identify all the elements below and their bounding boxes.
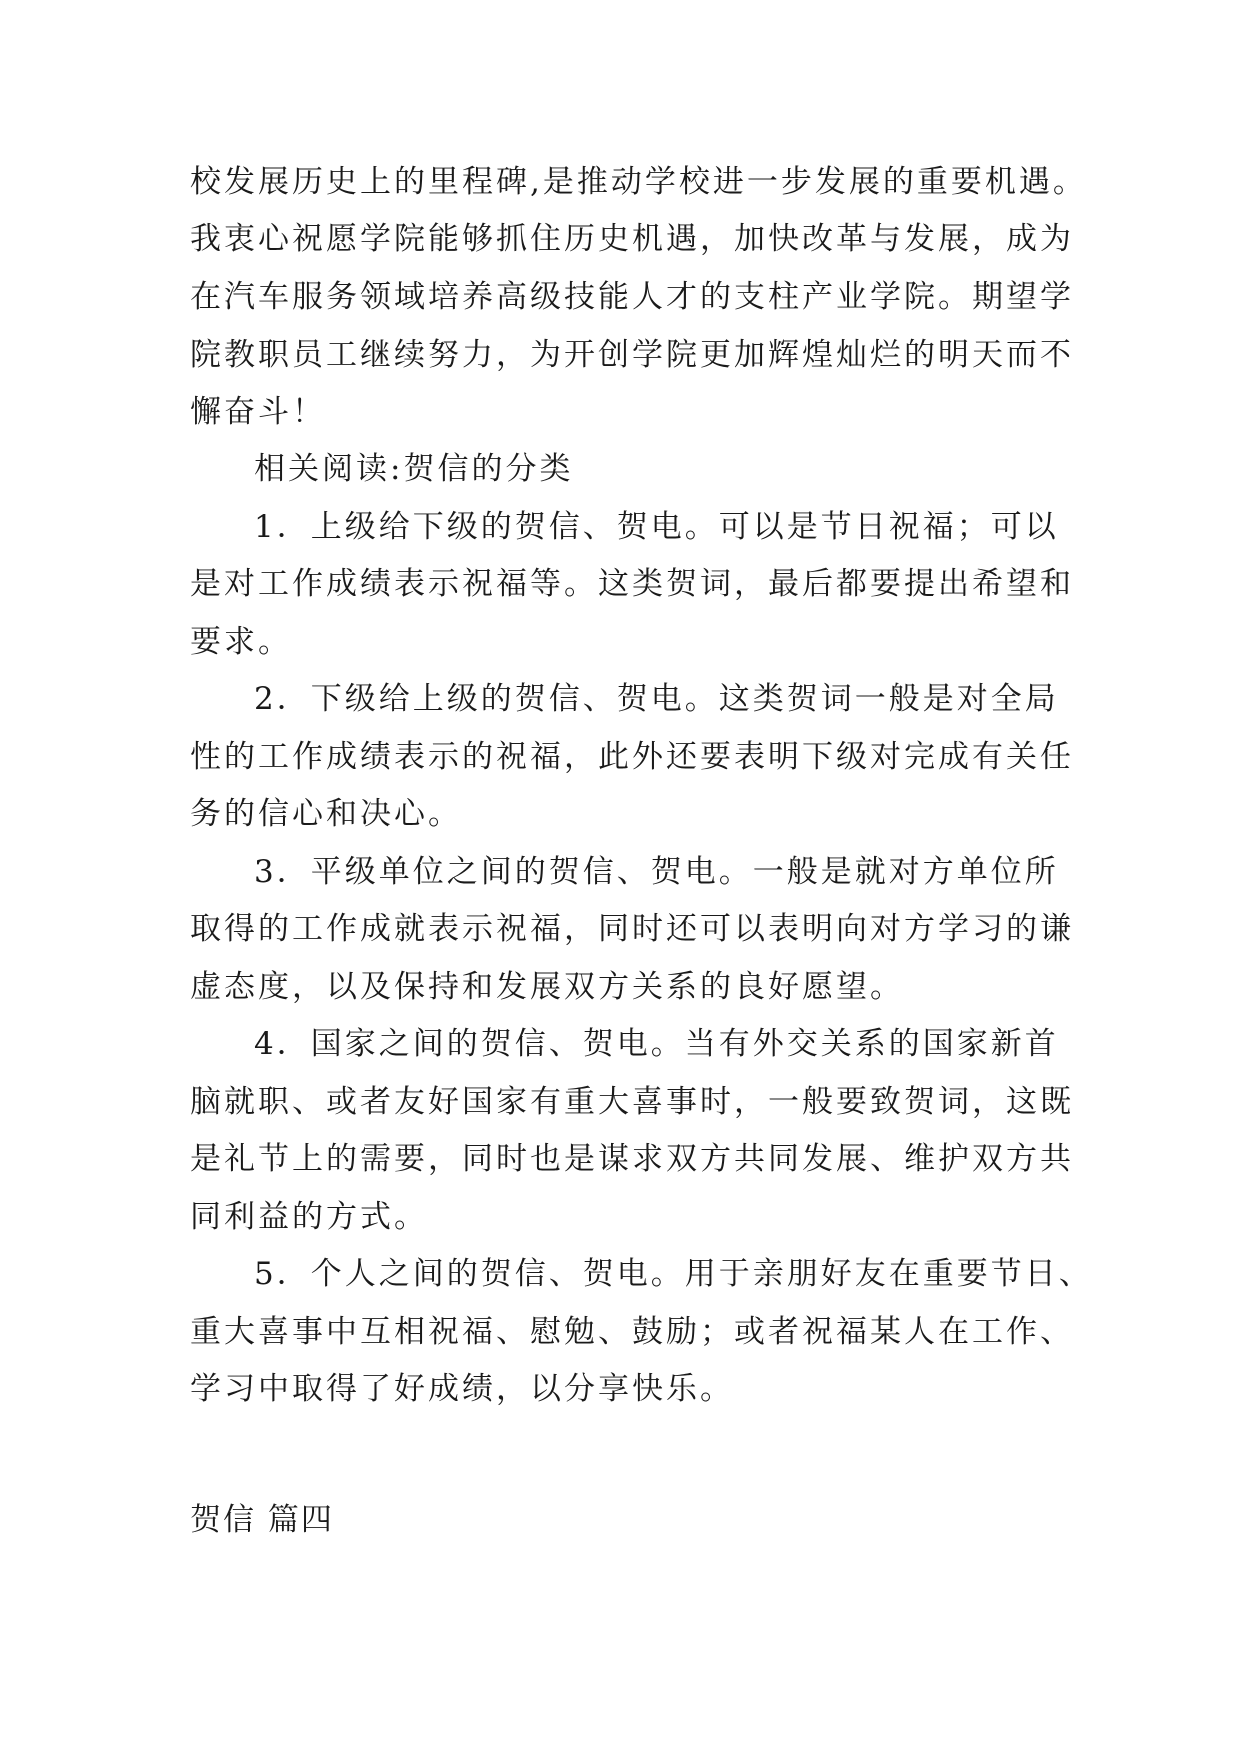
list-item-line: 虚态度，以及保持和发展双方关系的良好愿望。 — [190, 969, 904, 1005]
list-item-line: 4．国家之间的贺信、贺电。当有外交关系的国家新首 — [254, 1026, 1059, 1062]
related-reading-title: 相关阅读:贺信的分类 — [254, 451, 574, 487]
list-item-line: 学习中取得了好成绩，以分享快乐。 — [190, 1371, 734, 1407]
list-item-line: 要求。 — [190, 624, 292, 660]
list-item-line: 3．平级单位之间的贺信、贺电。一般是就对方单位所 — [254, 854, 1059, 890]
list-item-line: 重大喜事中互相祝福、慰勉、鼓励；或者祝福某人在工作、 — [190, 1314, 1074, 1350]
list-item-line: 是礼节上的需要，同时也是谋求双方共同发展、维护双方共 — [190, 1141, 1074, 1177]
section-heading: 贺信 篇四 — [190, 1502, 334, 1538]
paragraph-line: 我衷心祝愿学院能够抓住历史机遇，加快改革与发展，成为 — [190, 221, 1074, 257]
list-item-line: 5．个人之间的贺信、贺电。用于亲朋好友在重要节日、 — [254, 1256, 1093, 1292]
list-item-line: 是对工作成绩表示祝福等。这类贺词，最后都要提出希望和 — [190, 566, 1074, 602]
list-item-line: 脑就职、或者友好国家有重大喜事时，一般要致贺词，这既 — [190, 1084, 1074, 1120]
paragraph-line: 懈奋斗！ — [190, 394, 326, 430]
paragraph-line: 院教职员工继续努力，为开创学院更加辉煌灿烂的明天而不 — [190, 337, 1074, 373]
list-item-line: 取得的工作成就表示祝福，同时还可以表明向对方学习的谦 — [190, 911, 1074, 947]
list-item-line: 2．下级给上级的贺信、贺电。这类贺词一般是对全局 — [254, 681, 1059, 717]
list-item-line: 务的信心和决心。 — [190, 796, 462, 832]
paragraph-line: 在汽车服务领域培养高级技能人才的支柱产业学院。期望学 — [190, 279, 1074, 315]
list-item-line: 1．上级给下级的贺信、贺电。可以是节日祝福；可以 — [254, 509, 1059, 545]
list-item-line: 同利益的方式。 — [190, 1199, 428, 1235]
paragraph-line: 校发展历史上的里程碑,是推动学校进一步发展的重要机遇。 — [190, 164, 1087, 200]
list-item-line: 性的工作成绩表示的祝福，此外还要表明下级对完成有关任 — [190, 739, 1074, 775]
